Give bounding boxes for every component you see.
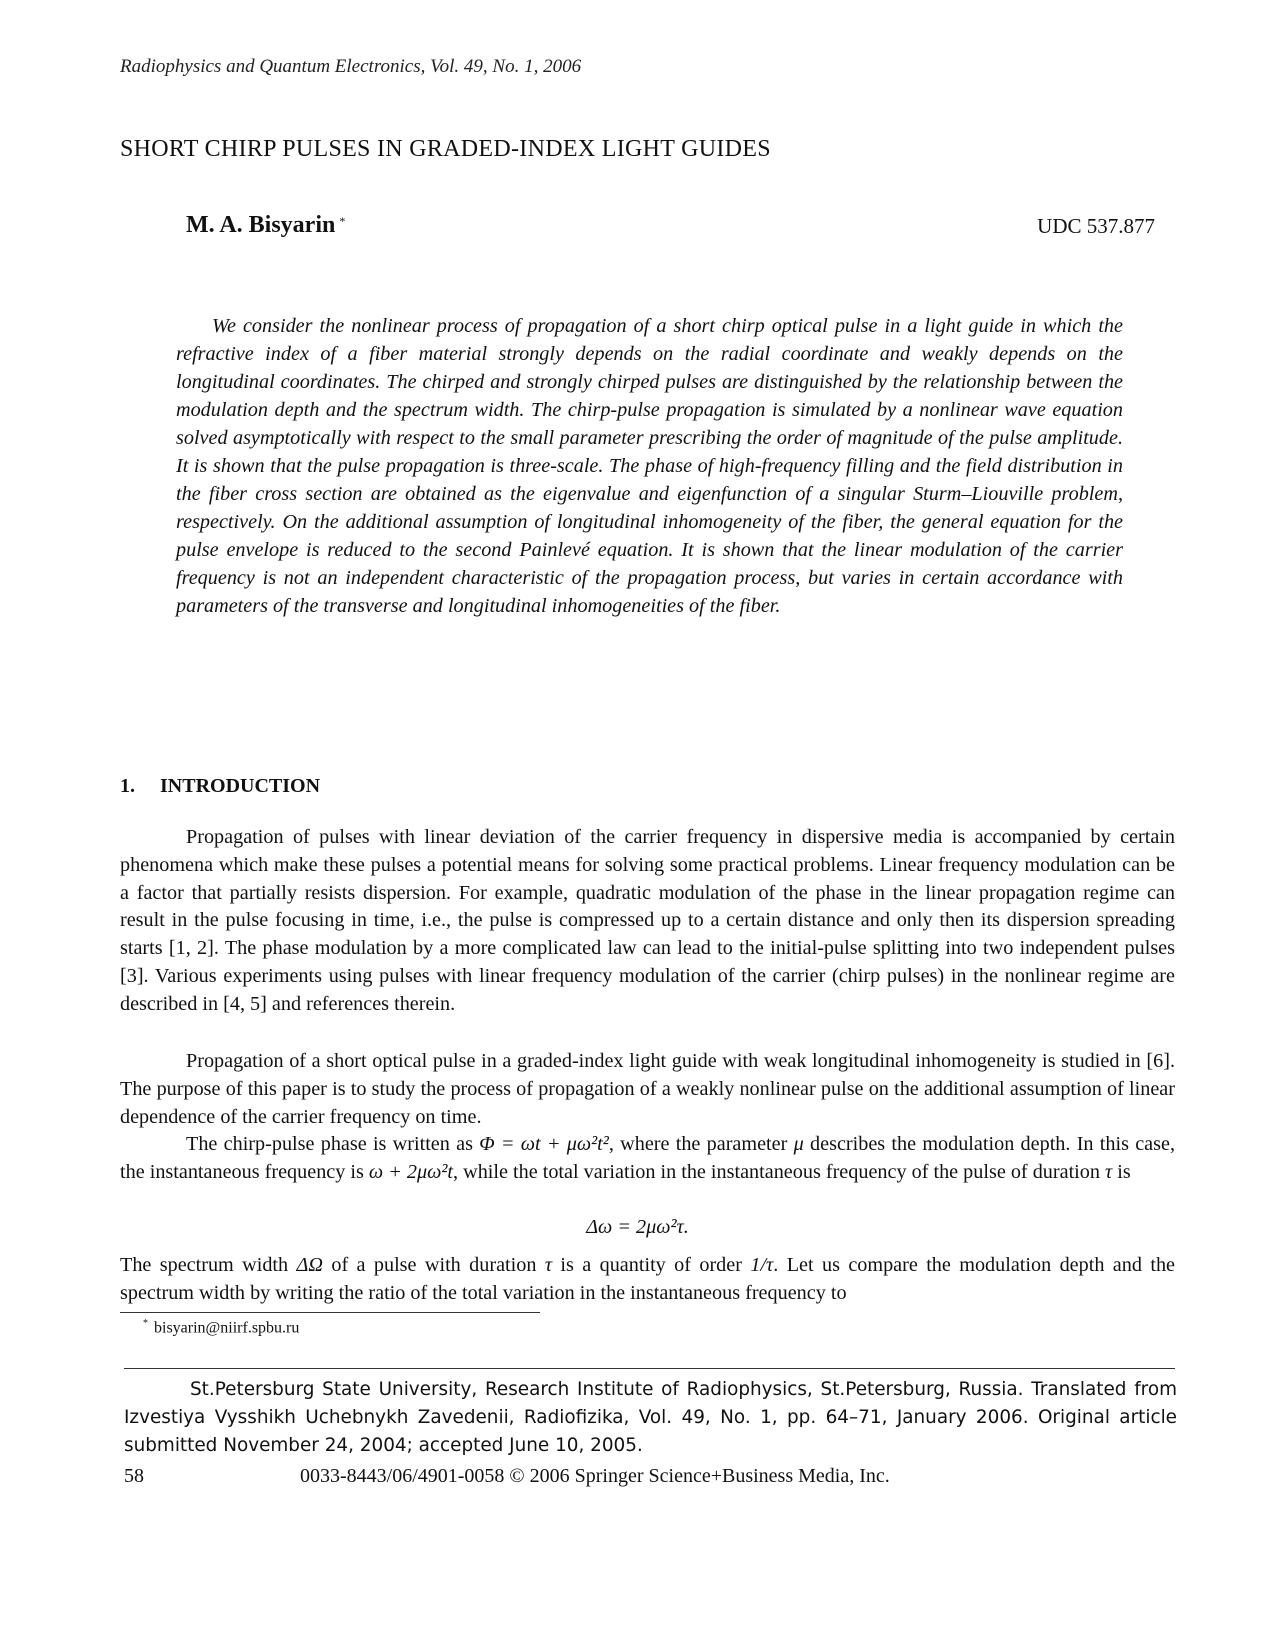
page-number: 58 <box>124 1465 144 1487</box>
math-mu: μ <box>793 1133 804 1155</box>
journal-header: Radiophysics and Quantum Electronics, Vol. 49, No. 1, 2006 <box>120 56 582 77</box>
text-run: describes the modulation depth. In this case, the instantaneous frequency is <box>120 1133 1176 1183</box>
abstract: We consider the nonlinear process of propagation of a short chirp optical pulse in a light guide in which the refractive index of a fiber material strongly depends on the radial coordinate and weakly depends on the longitudinal coordinates. The chirped and strongly chirped pulses are distinguished by the relationship between the modulation depth and the spectrum width. The chirp-pulse propagation is simulated by a nonlinear wave equation solved asymptotically with respect to the small parameter prescribing the order of magnitude of the pulse amplitude. It is shown that the pulse propagation is three-scale. The phase of high-frequency filling and the field distribution in the fiber cross section are obtained as the eigenvalue and eigenfunction of a singular Sturm–Liouville problem, respectively. On the additional assumption of longitudinal inhomogeneity of the fiber, the general equation for the pulse envelope is reduced to the second Painlevé equation. It is shown that the linear modulation of the carrier frequency is not an independent characteristic of the propagation process, but varies in certain accordance with parameters of the transverse and longitudinal inhomogeneities of the fiber. <box>176 315 1123 617</box>
text-run: . Let us compare the modulation depth and the spectrum width by writing the ratio of the total variation in the instantaneous frequency to <box>120 1254 1176 1304</box>
article-title: SHORT CHIRP PULSES IN GRADED-INDEX LIGHT GUIDES <box>120 136 771 162</box>
text-run: is <box>1112 1160 1131 1183</box>
footnote-mark: * <box>143 1318 148 1329</box>
body-paragraph-4 <box>120 1252 1175 1308</box>
author-name-text: M. A. Bisyarin <box>186 212 336 238</box>
text-run: of a pulse with duration <box>322 1254 545 1276</box>
footnote-rule <box>120 1312 540 1313</box>
math-tau: τ <box>1105 1160 1113 1183</box>
body-paragraph-3 <box>120 1131 1175 1187</box>
body-paragraph-1: Propagation of pulses with linear deviation of the carrier frequency in dispersive media is accompanied by certain phenomena which make these pulses a potential means for solving some practical problems. Linear frequency modulation can be a factor that partially resists dispersion. For example, quadratic modulation of the phase in the linear propagation regime can result in the pulse focusing in time, i.e., the pulse is compressed up to a certain distance and only then its dispersion spreading starts [1, 2]. The phase modulation by a more complicated law can lead to the initial-pulse splitting into two independent pulses [3]. Various experiments using pulses with linear frequency modulation of the carrier (chirp pulses) in the nonlinear regime are described in [4, 5] and references therein. <box>120 826 1175 1015</box>
body-paragraph-2: Propagation of a short optical pulse in a graded-index light guide with weak longitudinal inhomogeneity is studied in [6]. The purpose of this paper is to study the process of propagation of a weakly nonlinear pulse on the additional assumption of linear dependence of the carrier frequency on time. <box>120 1050 1175 1128</box>
text-run: , where the parameter <box>608 1133 794 1155</box>
copyright-line: 0033-8443/06/4901-0058 © 2006 Springer Science+Business Media, Inc. <box>300 1465 890 1487</box>
footnote <box>143 1318 299 1337</box>
section-number: 1. <box>120 775 135 797</box>
math-order: 1/τ <box>750 1254 774 1276</box>
section-heading <box>120 775 320 798</box>
text-run: is a quantity of order <box>552 1254 751 1276</box>
footer-rule <box>124 1368 1175 1369</box>
equation <box>0 1216 1275 1239</box>
text-run: The chirp-pulse phase is written as <box>186 1133 480 1155</box>
footnote-email[interactable]: bisyarin@niirf.spbu.ru <box>154 1319 300 1337</box>
text-run: The spectrum width <box>120 1254 297 1276</box>
equation-text: Δω = 2μω²τ. <box>586 1216 689 1238</box>
math-spectrum-width: ΔΩ <box>296 1254 323 1276</box>
math-frequency: ω + 2μω²t <box>368 1160 454 1183</box>
text-run: , while the total variation in the instantaneous frequency of the pulse of duration <box>453 1160 1106 1183</box>
author-name <box>186 212 345 239</box>
math-tau: τ <box>544 1254 553 1276</box>
affiliation-note: St.Petersburg State University, Research Institute of Radiophysics, St.Petersburg, Russia. Translated from Izvestiya Vysshikh Uchebnykh Zavedenii, Radiofizika, Vol. 49, No. 1, pp. 64–71, January 2006. Original article submitted November 24, 2004; accepted June 10, 2005. <box>124 1379 1177 1456</box>
section-title: INTRODUCTION <box>160 775 321 797</box>
udc-code: UDC 537.877 <box>1037 214 1155 238</box>
math-phase: Φ = ωt + μω²t² <box>479 1133 609 1155</box>
author-footnote-mark: * <box>339 214 346 228</box>
